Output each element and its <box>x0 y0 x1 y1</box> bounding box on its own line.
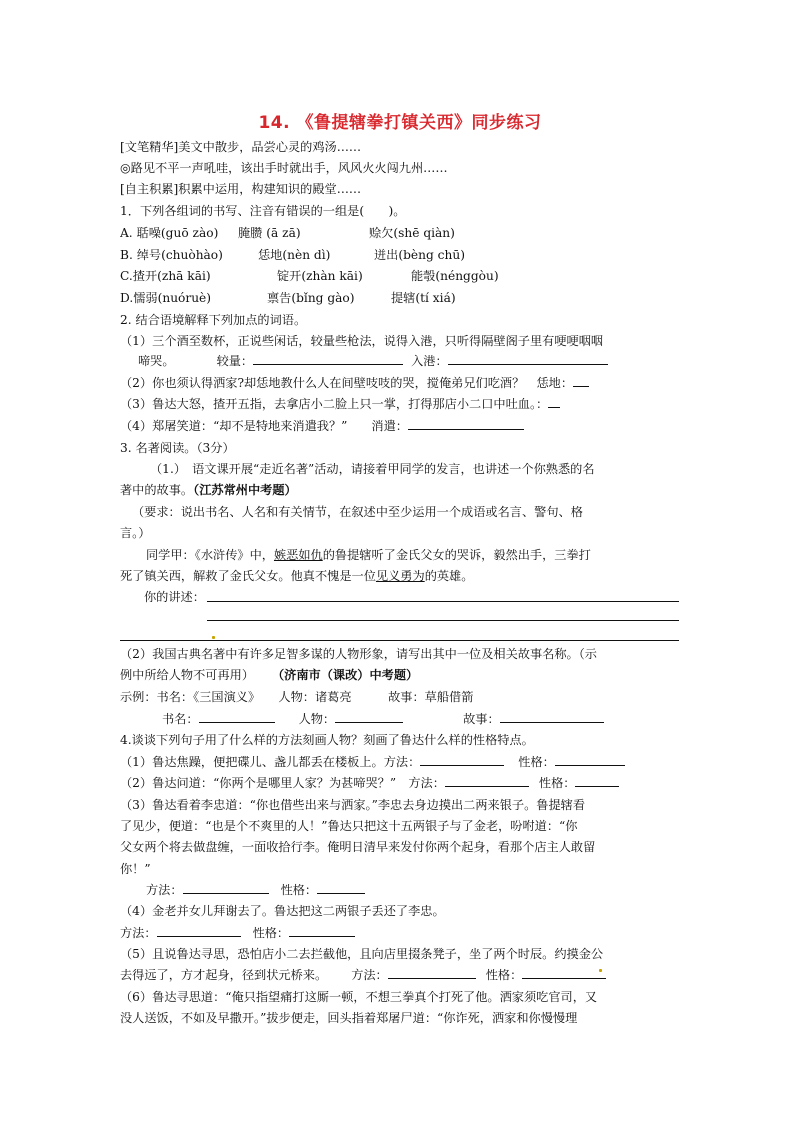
question-4-stem: 4.谈谈下列句子用了什么样的方法刻画人物？刻画了鲁达什么样的性格特点。 <box>120 733 534 747</box>
q2-item-2-text: （2）你也须认得洒家?却恁地教什么人在间壁吱吱的哭，搅俺弟兄们吃酒？ 恁地： <box>120 376 574 390</box>
q2-item-4 <box>120 418 686 434</box>
answer-line[interactable] <box>120 640 679 641</box>
intro-line: ◎路见不平一声吼哇，该出手时就出手，风风火火闯九州…… <box>120 161 448 175</box>
answer-blank[interactable] <box>575 775 619 787</box>
answer-blank[interactable] <box>253 353 403 365</box>
q4-item-2-text: （2）鲁达问道：“你两个是哪里人家？为甚啼哭？” 方法： <box>120 776 445 790</box>
trait-label: 性格： <box>252 926 290 940</box>
method-label: 方法： <box>351 968 388 982</box>
q3-part-1-cont <box>120 482 686 498</box>
answer-blank[interactable] <box>548 396 560 408</box>
q4-item-2 <box>120 775 686 791</box>
q3-student-a <box>120 547 686 563</box>
answer-line[interactable] <box>207 601 679 602</box>
q3-requirement-text: （要求：说出书名、人名和有关情节，在叙述中至少运用一个成语或名言、警句、格 <box>132 505 583 519</box>
story-label: 故事： <box>463 712 500 726</box>
trait-label: 性格： <box>538 776 576 790</box>
option-a-word-2: 腌臜 (ā zā) <box>238 226 301 240</box>
q2-label-rugang: 入港： <box>411 354 448 368</box>
option-a-word-1: A. 聒噪(guō zào) <box>120 226 219 240</box>
student-a-text: 的鲁提辖听了金氏父女的哭诉，毅然出手，三拳打 <box>322 548 591 562</box>
option-c-word-1: C.揸开(zhā kāi) <box>120 269 211 283</box>
answer-line[interactable] <box>207 620 679 621</box>
q3-student-a-cont <box>120 568 686 584</box>
q4-item-1-text: （1）鲁达焦躁，便把碟儿、盏儿都丢在楼板上。方法： <box>120 755 421 769</box>
q3-part-2-cont <box>120 667 686 683</box>
q3-part-1-tail: 著中的故事。 <box>120 483 194 497</box>
option-a <box>120 225 686 241</box>
answer-blank[interactable] <box>289 925 355 937</box>
answer-blank[interactable] <box>388 967 476 979</box>
student-a-text: 的英雄。 <box>424 569 474 583</box>
method-label: 方法： <box>146 883 183 897</box>
page-title: 14. 《鲁提辖拳打镇关西》同步练习 <box>258 113 542 133</box>
answer-blank[interactable] <box>199 711 275 723</box>
intro-line: [文笔精华]美文中散步，品尝心灵的鸡汤…… <box>120 140 362 154</box>
option-c-word-3: 能彀(nénggòu) <box>411 269 499 283</box>
q2-label-jiaoliang: 较量： <box>216 354 254 368</box>
q4-item-6-cont: 没人送饭，不如及早撒开。”拔步便走，回头指着郑屠尸道：“你诈死，洒家和你慢慢理 <box>120 1011 578 1025</box>
q4-item-3-answer <box>120 882 686 898</box>
underlined-idiom: 嫉恶如仇 <box>273 548 323 562</box>
q4-item-3-cont: 父女两个将去做盘缠，一面收拾行李。俺明日清早来发付你两个起身，看那个店主人敢留 <box>120 840 596 854</box>
trait-label: 性格： <box>280 883 318 897</box>
q2-item-4-text: （4）郑屠笑道：“却不是特地来消遣我？” <box>120 419 348 433</box>
answer-blank[interactable] <box>555 754 625 766</box>
q3-your-answer <box>120 589 686 605</box>
q3-part-1 <box>120 461 686 477</box>
q2-item-3 <box>120 396 686 412</box>
answer-blank[interactable] <box>573 375 589 387</box>
q2-item-1-tail: 啼哭。 <box>138 354 175 368</box>
q3-part-2-tail: 例中所给人物不可再用） <box>120 668 255 682</box>
answer-blank[interactable] <box>183 882 269 894</box>
option-d <box>120 290 686 306</box>
question-2-stem: 2. 结合语境解释下列加点的词语。 <box>120 313 307 327</box>
option-d-word-3: 提辖(tí xiá) <box>391 291 456 305</box>
answer-blank[interactable] <box>522 967 606 979</box>
q3-part-1-text: （1.） 语文课开展“走近名著”活动，请接着甲同学的发言，也讲述一个你熟悉的名 <box>150 462 595 476</box>
option-d-word-2: 禀告(bǐng gào) <box>267 291 355 305</box>
answer-blank[interactable] <box>335 711 403 723</box>
q3-part-2: （2）我国古典名著中有许多足智多谋的人物形象，请写出其中一位及相关故事名称。（示 <box>120 647 597 661</box>
q3-requirement-cont: 言。） <box>120 526 151 540</box>
q3-requirement <box>120 504 686 520</box>
intro-line: [自主积累]积累中运用，构建知识的殿堂…… <box>120 182 362 196</box>
question-3-stem: 3. 名著阅读。（3分） <box>120 441 235 455</box>
answer-blank[interactable] <box>317 882 365 894</box>
your-answer-label: 你的讲述： <box>144 590 205 604</box>
q4-item-3-cont: 你！” <box>120 862 151 876</box>
source-note: （江苏常州中考题） <box>193 483 297 497</box>
option-b-word-3: 迸出(bèng chū) <box>374 248 465 262</box>
q3-fill-row <box>120 711 686 727</box>
option-b-word-1: B. 绰号(chuòhào) <box>120 248 223 262</box>
q4-item-3: （3）鲁达看着李忠道：“你也借些出来与洒家。”李忠去身边摸出二两来银子。鲁提辖看 <box>120 798 586 812</box>
q4-item-5: （5）且说鲁达寻思，恐怕店小二去拦截他，且向店里掇条凳子，坐了两个时辰。约摸金公 <box>120 947 604 961</box>
book-label: 书名： <box>162 712 199 726</box>
q2-label-xiaoqian: 消遣： <box>371 419 408 433</box>
q4-item-1 <box>120 754 686 770</box>
answer-blank[interactable] <box>408 418 524 430</box>
q4-item-5-tail: 去得远了，方才起身，径到状元桥来。 <box>120 968 328 982</box>
q4-item-4: （4）金老并女儿拜谢去了。鲁达把这二两银子丢还了李忠。 <box>120 904 445 918</box>
option-c-word-2: 锭开(zhàn kāi) <box>277 269 363 283</box>
option-b <box>120 247 686 263</box>
q4-item-4-answer <box>120 925 686 941</box>
question-1-stem: 1．下列各组词的书写、注音有错误的一组是( )。 <box>120 204 406 218</box>
answer-blank[interactable] <box>448 353 608 365</box>
q2-item-1-cont <box>120 353 686 369</box>
option-b-word-2: 恁地(nèn dì) <box>258 248 331 262</box>
q3-example: 示例：书名：《三国演义》 人物：诸葛亮 故事：草船借箭 <box>120 690 474 704</box>
option-d-word-1: D.懦弱(nuóruè) <box>120 291 212 305</box>
source-note: （济南市（课改）中考题） <box>278 668 419 682</box>
student-a-text: 同学甲：《水浒传》中， <box>146 548 274 562</box>
option-a-word-3: 赊欠(shē qiàn) <box>369 226 455 240</box>
answer-blank[interactable] <box>157 925 241 937</box>
method-label: 方法： <box>120 926 157 940</box>
q2-item-3-text: （3）鲁达大怒，揸开五指，去拿店小二脸上只一掌，打得那店小二口中吐血。： <box>120 397 549 411</box>
q2-item-2 <box>120 375 686 391</box>
answer-blank[interactable] <box>500 711 604 723</box>
answer-blank[interactable] <box>420 754 504 766</box>
person-label: 人物： <box>298 712 336 726</box>
ink-dot <box>212 636 215 639</box>
q4-item-6: （6）鲁达寻思道：“俺只指望痛打这厮一顿，不想三拳真个打死了他。洒家须吃官司，又 <box>120 990 598 1004</box>
student-a-text: 死了镇关西，解救了金氏父女。他真不愧是一位 <box>120 569 376 583</box>
q4-item-3-cont: 了见少，便道：“也是个不爽里的人！”鲁达只把这十五两银子与了金老，吩咐道：“你 <box>120 819 578 833</box>
trait-label: 性格： <box>518 755 555 769</box>
answer-blank[interactable] <box>445 775 529 787</box>
trait-label: 性格： <box>485 968 523 982</box>
underlined-idiom: 见义勇为 <box>375 569 425 583</box>
option-c <box>120 268 686 284</box>
q2-item-1: （1）三个酒至数杯，正说些闲话，较量些枪法，说得入港，只听得隔壁阁子里有哽哽咽咽 <box>120 334 604 348</box>
ink-dot <box>599 969 602 972</box>
